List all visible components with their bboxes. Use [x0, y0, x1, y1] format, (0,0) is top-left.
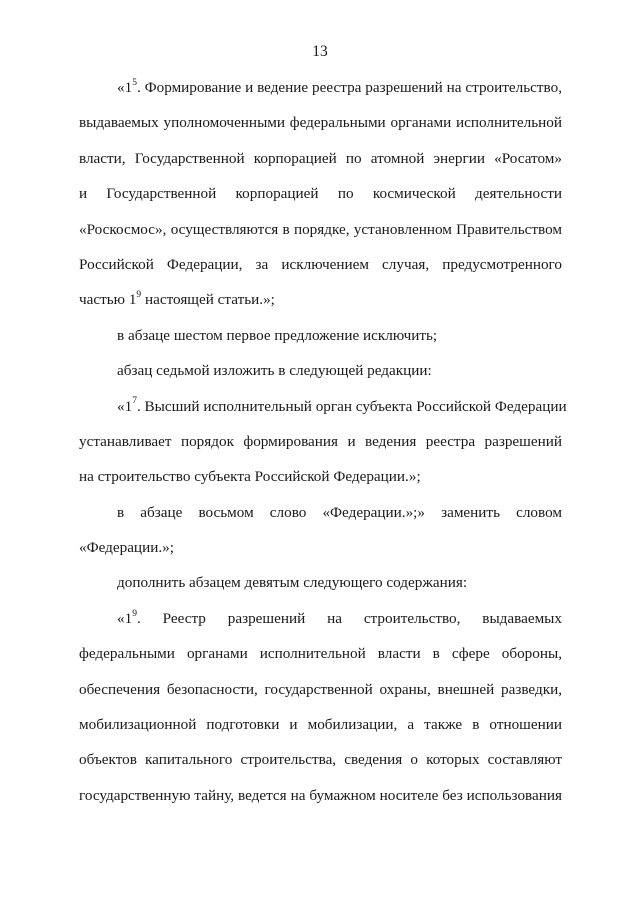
- paragraph-line: на строительство субъекта Российской Федерации.»;: [79, 468, 421, 486]
- paragraph-line: в абзаце шестом первое предложение исключить;: [117, 326, 438, 344]
- page-number: 13: [312, 43, 328, 60]
- text-run: . Высший исполнительный орган субъекта Российской Федерации: [136, 397, 567, 415]
- paragraph-line: власти, Государственной корпорацией по атомной энергии «Росатом»: [79, 149, 562, 167]
- paragraph-line: государственную тайну, ведется на бумажном носителе без использования: [79, 786, 562, 804]
- paragraph-line: обеспечения безопасности, государственной охраны, внешней разведки,: [79, 680, 562, 698]
- text-run: «1: [117, 79, 133, 96]
- superscript: 9: [132, 608, 137, 619]
- text-run: «1: [117, 609, 133, 627]
- text-run: . Реестр разрешений на строительство, выдаваемых: [136, 609, 562, 627]
- paragraph-line: федеральными органами исполнительной власти в сфере обороны,: [79, 645, 562, 663]
- paragraph-line: [79, 282, 562, 317]
- paragraph-line: в абзаце восьмом слово «Федерации.»;» заменить словом: [117, 503, 562, 521]
- paragraph-line: дополнить абзацем девятым следующего содержания:: [117, 574, 468, 592]
- paragraph-line: «Федерации.»;: [79, 539, 174, 557]
- paragraph-line: абзац седьмой изложить в следующей редакции:: [117, 362, 432, 380]
- paragraph-line: мобилизационной подготовки и мобилизации, а также в отношении: [79, 716, 562, 734]
- paragraph-line: и Государственной корпорацией по космической деятельности: [79, 185, 562, 203]
- document-body: [79, 70, 567, 813]
- paragraph-line: устанавливает порядок формирования и ведения реестра разрешений: [79, 432, 562, 450]
- text-run: частью 1: [79, 291, 137, 309]
- paragraph-line: [79, 389, 567, 424]
- paragraph-line: «Роскосмос», осуществляются в порядке, установленном Правительством: [79, 220, 562, 238]
- paragraph-line: [79, 70, 562, 105]
- text-run: настоящей статьи.»;: [141, 291, 275, 309]
- paragraph-line: Российской Федерации, за исключением случая, предусмотренного: [79, 255, 562, 273]
- superscript: 7: [132, 396, 137, 407]
- paragraph-line: выдаваемых уполномоченными федеральными органами исполнительной: [79, 114, 562, 132]
- paragraph-line: объектов капитального строительства, сведения о которых составляют: [79, 751, 562, 769]
- superscript: 9: [136, 290, 142, 301]
- text-run: . Формирование и ведение реестра разрешений на строительство,: [136, 79, 562, 96]
- paragraph-line: [79, 601, 562, 636]
- superscript: 5: [132, 77, 137, 88]
- text-run: «1: [117, 397, 133, 415]
